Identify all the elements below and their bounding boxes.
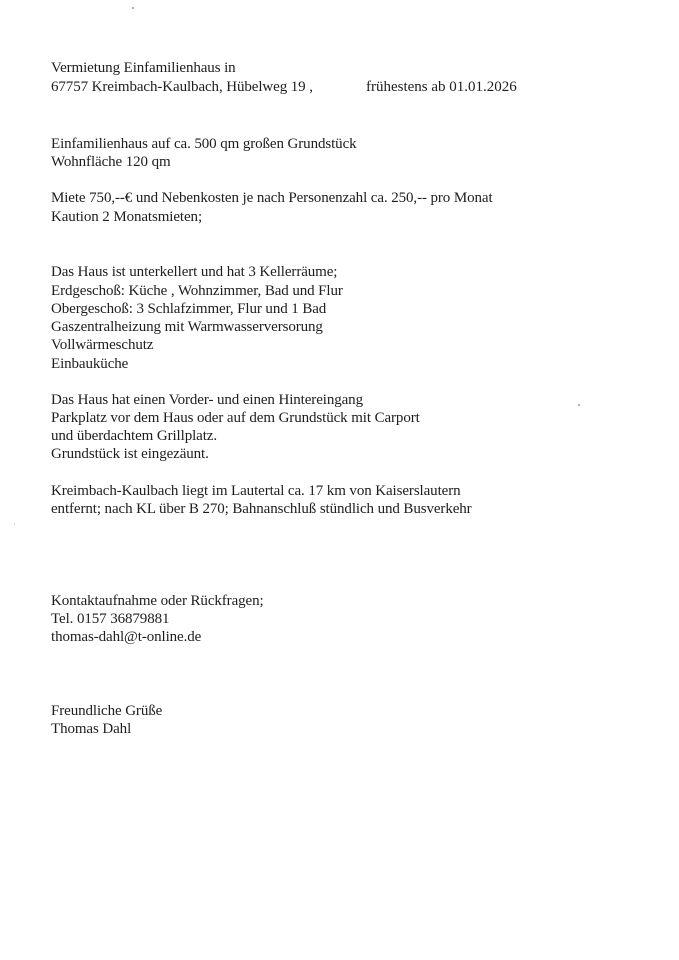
location-line: entfernt; nach KL über B 270; Bahnanschluß stündlich und Busverkehr bbox=[51, 501, 472, 517]
scan-speck bbox=[14, 524, 15, 525]
feature-line: Gaszentralheizung mit Warmwasserversorung bbox=[51, 319, 323, 335]
contact-phone: Tel. 0157 36879881 bbox=[51, 611, 170, 627]
availability-date: frühestens ab 01.01.2026 bbox=[366, 79, 517, 95]
contact-intro: Kontaktaufnahme oder Rückfragen; bbox=[51, 593, 264, 609]
scan-speck bbox=[132, 7, 134, 9]
rent-info: Miete 750,--€ und Nebenkosten je nach Personenzahl ca. 250,-- pro Monat bbox=[51, 190, 493, 206]
scan-speck bbox=[578, 404, 580, 406]
exterior-line: Grundstück ist eingezäunt. bbox=[51, 446, 209, 462]
feature-line: Vollwärmeschutz bbox=[51, 337, 154, 353]
feature-line: Einbauküche bbox=[51, 356, 129, 372]
feature-line: Obergeschoß: 3 Schlafzimmer, Flur und 1 Bad bbox=[51, 301, 327, 317]
header-title: Vermietung Einfamilienhaus in bbox=[51, 60, 236, 76]
deposit-info: Kaution 2 Monatsmieten; bbox=[51, 209, 203, 225]
property-size: Einfamilienhaus auf ca. 500 qm großen Grundstück bbox=[51, 136, 357, 152]
header-address: 67757 Kreimbach-Kaulbach, Hübelweg 19 , bbox=[51, 79, 313, 95]
contact-email: thomas-dahl@t-online.de bbox=[51, 629, 202, 645]
closing-greeting: Freundliche Grüße bbox=[51, 703, 163, 719]
exterior-line: und überdachtem Grillplatz. bbox=[51, 428, 217, 444]
location-line: Kreimbach-Kaulbach liegt im Lautertal ca. 17 km von Kaiserslautern bbox=[51, 483, 461, 499]
feature-line: Das Haus ist unterkellert und hat 3 Kellerräume; bbox=[51, 264, 338, 280]
exterior-line: Parkplatz vor dem Haus oder auf dem Grundstück mit Carport bbox=[51, 410, 420, 426]
exterior-line: Das Haus hat einen Vorder- und einen Hintereingang bbox=[51, 392, 363, 408]
living-area: Wohnfläche 120 qm bbox=[51, 154, 171, 170]
closing-name: Thomas Dahl bbox=[51, 721, 132, 737]
feature-line: Erdgeschoß: Küche , Wohnzimmer, Bad und Flur bbox=[51, 283, 343, 299]
